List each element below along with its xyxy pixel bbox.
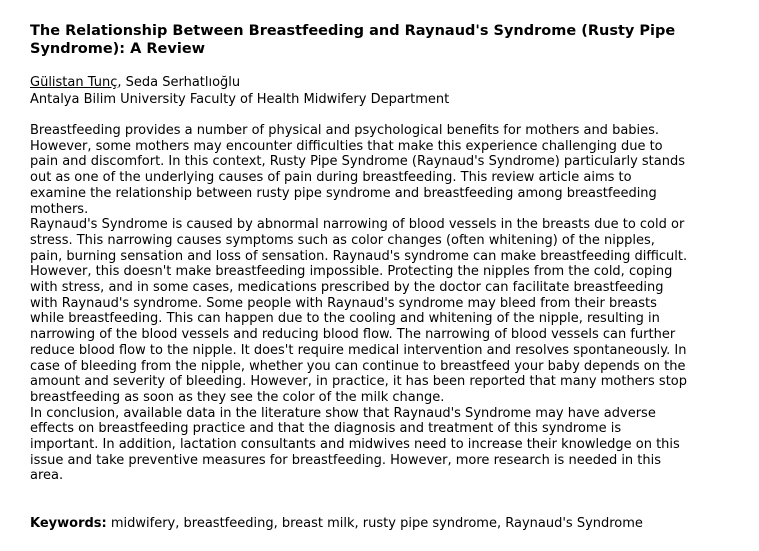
author-separator: , <box>117 75 126 90</box>
first-author: Gülistan Tunç <box>30 75 118 90</box>
keywords-value: midwifery, breastfeeding, breast milk, rusty pipe syndrome, Raynaud's Syndrome <box>106 516 643 532</box>
author-list <box>30 74 690 91</box>
second-author: Seda Serhatlıoğlu <box>125 75 241 90</box>
abstract-paragraph-1: Breastfeeding provides a number of physical and psychological benefits for mothers and babies. However, some mothers may encounter difficulties that make this experience challenging due to pain and discomfort. In this context, Rusty Pipe Syndrome (Raynaud's Syndrome) particularly stands out as one of the underlying causes of pain during breastfeeding. This review article aims to examine the relationship between rusty pipe syndrome and breastfeeding among breastfeeding mothers. <box>30 123 686 217</box>
keywords-line <box>30 515 690 532</box>
abstract <box>30 123 690 484</box>
keywords-label: Keywords: <box>30 516 107 532</box>
abstract-paragraph-2: Raynaud's Syndrome is caused by abnormal narrowing of blood vessels in the breasts due to cold or stress. This narrowing causes symptoms such as color changes (often whitening) of the nipples, pain, burning sensation and loss of sensation. Raynaud's syndrome can make breastfeeding difficult. However, this doesn't make breastfeeding impossible. Protecting the nipples from the cold, coping with stress, and in some cases, medications prescribed by the doctor can facilitate breastfeeding with Raynaud's syndrome. Some people with Raynaud's syndrome may bleed from their breasts while breastfeeding. This can happen due to the cooling and whitening of the nipple, resulting in narrowing of the blood vessels and reducing blood flow. The narrowing of blood vessels can further reduce blood flow to the nipple. It does't require medical intervention and resolves spontaneously. In case of bleeding from the nipple, whether you can continue to breastfeed your baby depends on the amount and severity of bleeding. However, in practice, it has been reported that many mothers stop breastfeeding as soon as they see the color of the milk change. <box>30 217 688 405</box>
article-title: The Relationship Between Breastfeeding and Raynaud's Syndrome (Rusty Pipe Syndrome): A Review <box>30 23 676 57</box>
document-page <box>30 22 690 532</box>
affiliation: Antalya Bilim University Faculty of Health Midwifery Department <box>30 92 450 107</box>
abstract-paragraph-3: In conclusion, available data in the literature show that Raynaud's Syndrome may have adverse effects on breastfeeding practice and that the diagnosis and treatment of this syndrome is important. In addition, lactation consultants and midwives need to increase their knowledge on this issue and take preventive measures for breastfeeding. However, more research is needed in this area. <box>30 405 680 484</box>
